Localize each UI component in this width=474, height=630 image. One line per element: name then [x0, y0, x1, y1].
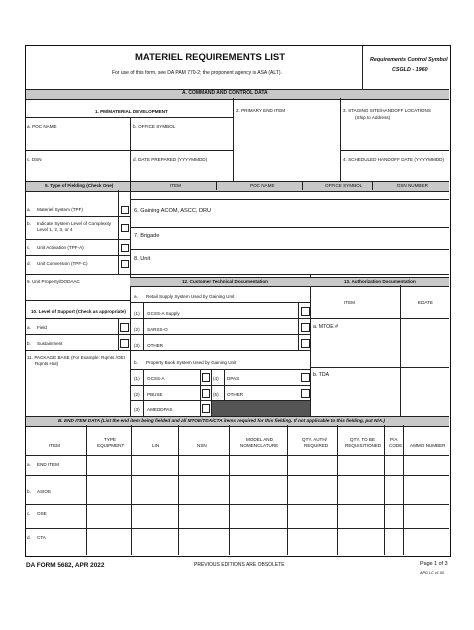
- section-a-title: A. COMMAND AND CONTROL DATA: [182, 90, 268, 96]
- staging-site-sublabel: (Ship to Address): [355, 115, 391, 120]
- block13-title: 13. Authorization Documentation: [344, 279, 416, 284]
- col-dsn-header: DSN NUMBER: [397, 183, 428, 188]
- retail-gcss-checkbox[interactable]: [301, 307, 310, 316]
- pb-opt4-num: (4): [213, 376, 219, 381]
- mtoe-label: a. MTOE #: [313, 324, 338, 330]
- fielding-materiel-label: Materiel System (TPF): [37, 207, 83, 212]
- editions-note: PREVIOUS EDITIONS ARE OBSOLETE: [194, 562, 285, 568]
- fielding-b-letter: b.: [27, 221, 31, 226]
- pb-ameddpas-checkbox[interactable]: [202, 404, 210, 413]
- fielding-activation-checkbox[interactable]: [121, 244, 129, 252]
- end-col-qty-auth: QTY. AUTH/: [302, 437, 327, 442]
- end-col-model: MODEL AND: [246, 437, 273, 442]
- support-sustainment-checkbox[interactable]: [120, 339, 129, 348]
- ose-label: OSE: [37, 511, 47, 516]
- pb-dpas-checkbox[interactable]: [301, 373, 310, 382]
- property-book-label: Property Book System Used by Gaining Unit: [146, 360, 237, 365]
- page-number: Page 1 of 3: [420, 561, 448, 567]
- col-item-header: ITEM: [170, 183, 181, 188]
- fielding-complexity-checkbox[interactable]: [121, 224, 129, 232]
- block13-item-col: ITEM: [344, 300, 355, 305]
- support-sustainment-label: Sustainment: [37, 341, 63, 346]
- handoff-date-label: 4. SCHEDULED HANDOFF DATE (YYYYMMDD): [343, 157, 444, 162]
- block12b-letter: b.: [134, 360, 138, 365]
- block1-title: 1. PM/MATERIAL DEVELOPMENT: [95, 109, 168, 114]
- end-item-label: END ITEM: [37, 462, 59, 467]
- primary-end-item-field[interactable]: [236, 115, 338, 179]
- asioe-row[interactable]: [87, 476, 448, 503]
- handoff-date-field[interactable]: [343, 164, 447, 180]
- pb-other-checkbox[interactable]: [301, 389, 310, 398]
- package-base-title: 11. PACKAGE BASE (For Example: Rqmts /OEI: [27, 355, 125, 360]
- poc-name-field[interactable]: [28, 130, 128, 148]
- end-col-type: TYPE: [104, 437, 116, 442]
- dsn-field[interactable]: [28, 164, 128, 180]
- retail-sarss-checkbox[interactable]: [301, 323, 310, 332]
- end-row-d-letter: d.: [27, 535, 31, 540]
- support-a-letter: a.: [27, 325, 31, 330]
- retail-other-label: OTHER: [147, 343, 164, 348]
- pb-pbuse-label: PBUSE: [147, 392, 163, 397]
- control-symbol-label: Requirements Control Symbol: [370, 57, 448, 63]
- support-field-checkbox[interactable]: [120, 323, 129, 332]
- level-support-title: 10. Level of Support (Check as appropriate): [31, 309, 126, 314]
- unit-field[interactable]: [165, 250, 447, 272]
- col-office-symbol-header: OFFICE SYMBOL: [325, 183, 363, 188]
- support-b-letter: b.: [27, 341, 31, 346]
- section-b-title: B. END ITEM DATA (List the end item being fielded and all MTOE/TDA/CTA items required for this fielding. If not applicable to this fielding, put N/A.): [58, 418, 385, 423]
- pb-shaded-cell: [212, 401, 310, 416]
- block12a-letter: a.: [134, 294, 138, 299]
- end-col-type-2: EQUIPMENT: [97, 443, 125, 448]
- tda-label: b. TDA: [313, 372, 330, 378]
- primary-end-item-label: 2. PRIMARY END ITEM: [236, 108, 286, 113]
- staging-site-label: 3. STAGING SITE/HANDOFF LOCATIONS: [343, 108, 431, 113]
- fielding-materiel-checkbox[interactable]: [121, 206, 129, 214]
- date-prepared-field[interactable]: [132, 164, 231, 180]
- package-base-field[interactable]: [28, 368, 128, 414]
- end-row-c-letter: c.: [27, 511, 31, 516]
- pb-ameddpas-label: AMEDDPAS: [147, 407, 173, 412]
- unit-label: 8. Unit: [134, 256, 151, 262]
- fielding-complexity-sublabel: Level 1, 2, 3, or 4: [37, 227, 73, 232]
- end-col-ammo: AMMO NUMBER: [410, 443, 446, 448]
- retail-supply-label: Retail Supply System Used by Gaining Unit: [146, 294, 235, 299]
- asioe-label: ASIOE: [37, 489, 52, 494]
- pb-other-label: OTHER: [227, 392, 244, 397]
- end-item-row[interactable]: [87, 456, 448, 474]
- fielding-d-letter: d.: [27, 261, 31, 266]
- pb-opt1-num: (1): [134, 376, 140, 381]
- tda-date-field[interactable]: [402, 369, 447, 414]
- dsn-label: c. DSN: [27, 157, 42, 162]
- end-col-qty-auth-2: REQUIRED: [304, 443, 329, 448]
- brigade-label: 7. Brigade: [134, 233, 160, 239]
- fielding-conversion-checkbox[interactable]: [121, 260, 129, 268]
- gaining-acom-field[interactable]: [215, 200, 447, 226]
- end-col-lin: LIN: [152, 443, 160, 448]
- ose-row[interactable]: [87, 505, 448, 527]
- fielding-a-letter: a.: [27, 207, 31, 212]
- pb-opt5-num: (5): [213, 392, 219, 397]
- retail-opt2-num: (2): [134, 327, 140, 332]
- cta-row[interactable]: [87, 529, 448, 554]
- staging-site-field[interactable]: [343, 122, 447, 149]
- fielding-activation-label: Unit Activation (TPF-A): [37, 245, 84, 250]
- end-col-nsn: NSN: [197, 443, 207, 448]
- unit-property-label: 9. Unit Property/DODAAC: [27, 279, 80, 284]
- support-field-label: Field: [37, 325, 47, 330]
- retail-sarss-label: SARSS-O: [147, 327, 168, 332]
- retail-gcss-label: GCSS-A Supply: [147, 311, 180, 316]
- office-symbol-label: b. OFFICE SYMBOL: [133, 124, 176, 129]
- form-title: MATERIEL REQUIREMENTS LIST: [135, 52, 286, 63]
- form-id: DA FORM 5682, APR 2022: [26, 562, 105, 569]
- date-prepared-label: d. DATE PREPARED (YYYYMMDD): [133, 157, 208, 162]
- fielding-c-letter: c.: [27, 245, 31, 250]
- end-row-b-letter: b.: [27, 489, 31, 494]
- end-col-item: ITEM: [49, 443, 60, 448]
- retail-opt1-num: (1): [134, 311, 140, 316]
- pb-gcss-checkbox[interactable]: [202, 373, 210, 382]
- form-subtitle: For use of this form, see DA PAM 770-2; the proponent agency is ASA (ALT).: [112, 70, 282, 76]
- tda-field[interactable]: [335, 369, 398, 414]
- end-col-qty-req-2: REQUISITIONED: [345, 443, 382, 448]
- block13-edate-col: EDATE: [418, 300, 433, 305]
- retail-opt3-num: (3): [134, 343, 140, 348]
- package-base-title2: Rqmts Hut): [35, 361, 59, 366]
- pb-opt3-num: (3): [134, 407, 140, 412]
- col-poc-header: POC NAME: [250, 183, 275, 188]
- cta-label: CTA: [37, 535, 46, 540]
- pb-pbuse-checkbox[interactable]: [202, 389, 210, 398]
- fielding-type-title: 5. Type of Fielding (Check One): [45, 183, 114, 188]
- gaining-acom-label: 6. Gaining ACOM, ASCC, DRU: [134, 208, 212, 214]
- retail-other-checkbox[interactable]: [301, 339, 310, 348]
- apd-version: APD LC v1.00: [420, 571, 445, 575]
- office-symbol-field[interactable]: [132, 130, 231, 148]
- brigade-field[interactable]: [175, 228, 447, 248]
- end-col-pa: P/A: [390, 437, 398, 442]
- control-symbol-value: CSGLD - 1960: [392, 67, 428, 73]
- pb-opt2-num: (2): [134, 392, 140, 397]
- block12-title: 12. Customer Technical Documentation: [182, 279, 268, 284]
- end-col-model-2: NOMENCLATURE: [240, 443, 279, 448]
- pb-gcss-label: GCSS-A: [147, 376, 165, 381]
- end-col-qty-req: QTY. TO BE: [350, 437, 376, 442]
- mtoe-date-field[interactable]: [402, 320, 447, 365]
- pb-dpas-label: DPAS: [227, 376, 240, 381]
- end-col-pa-2: CODE: [389, 443, 403, 448]
- fielding-complexity-label: Indicate System Level of Complexity: [37, 221, 112, 226]
- mtoe-field[interactable]: [340, 320, 398, 365]
- end-row-a-letter: a.: [27, 462, 31, 467]
- poc-name-label: a. POC NAME: [27, 124, 57, 129]
- fielding-conversion-label: Unit Conversion (TPF-C): [37, 261, 88, 266]
